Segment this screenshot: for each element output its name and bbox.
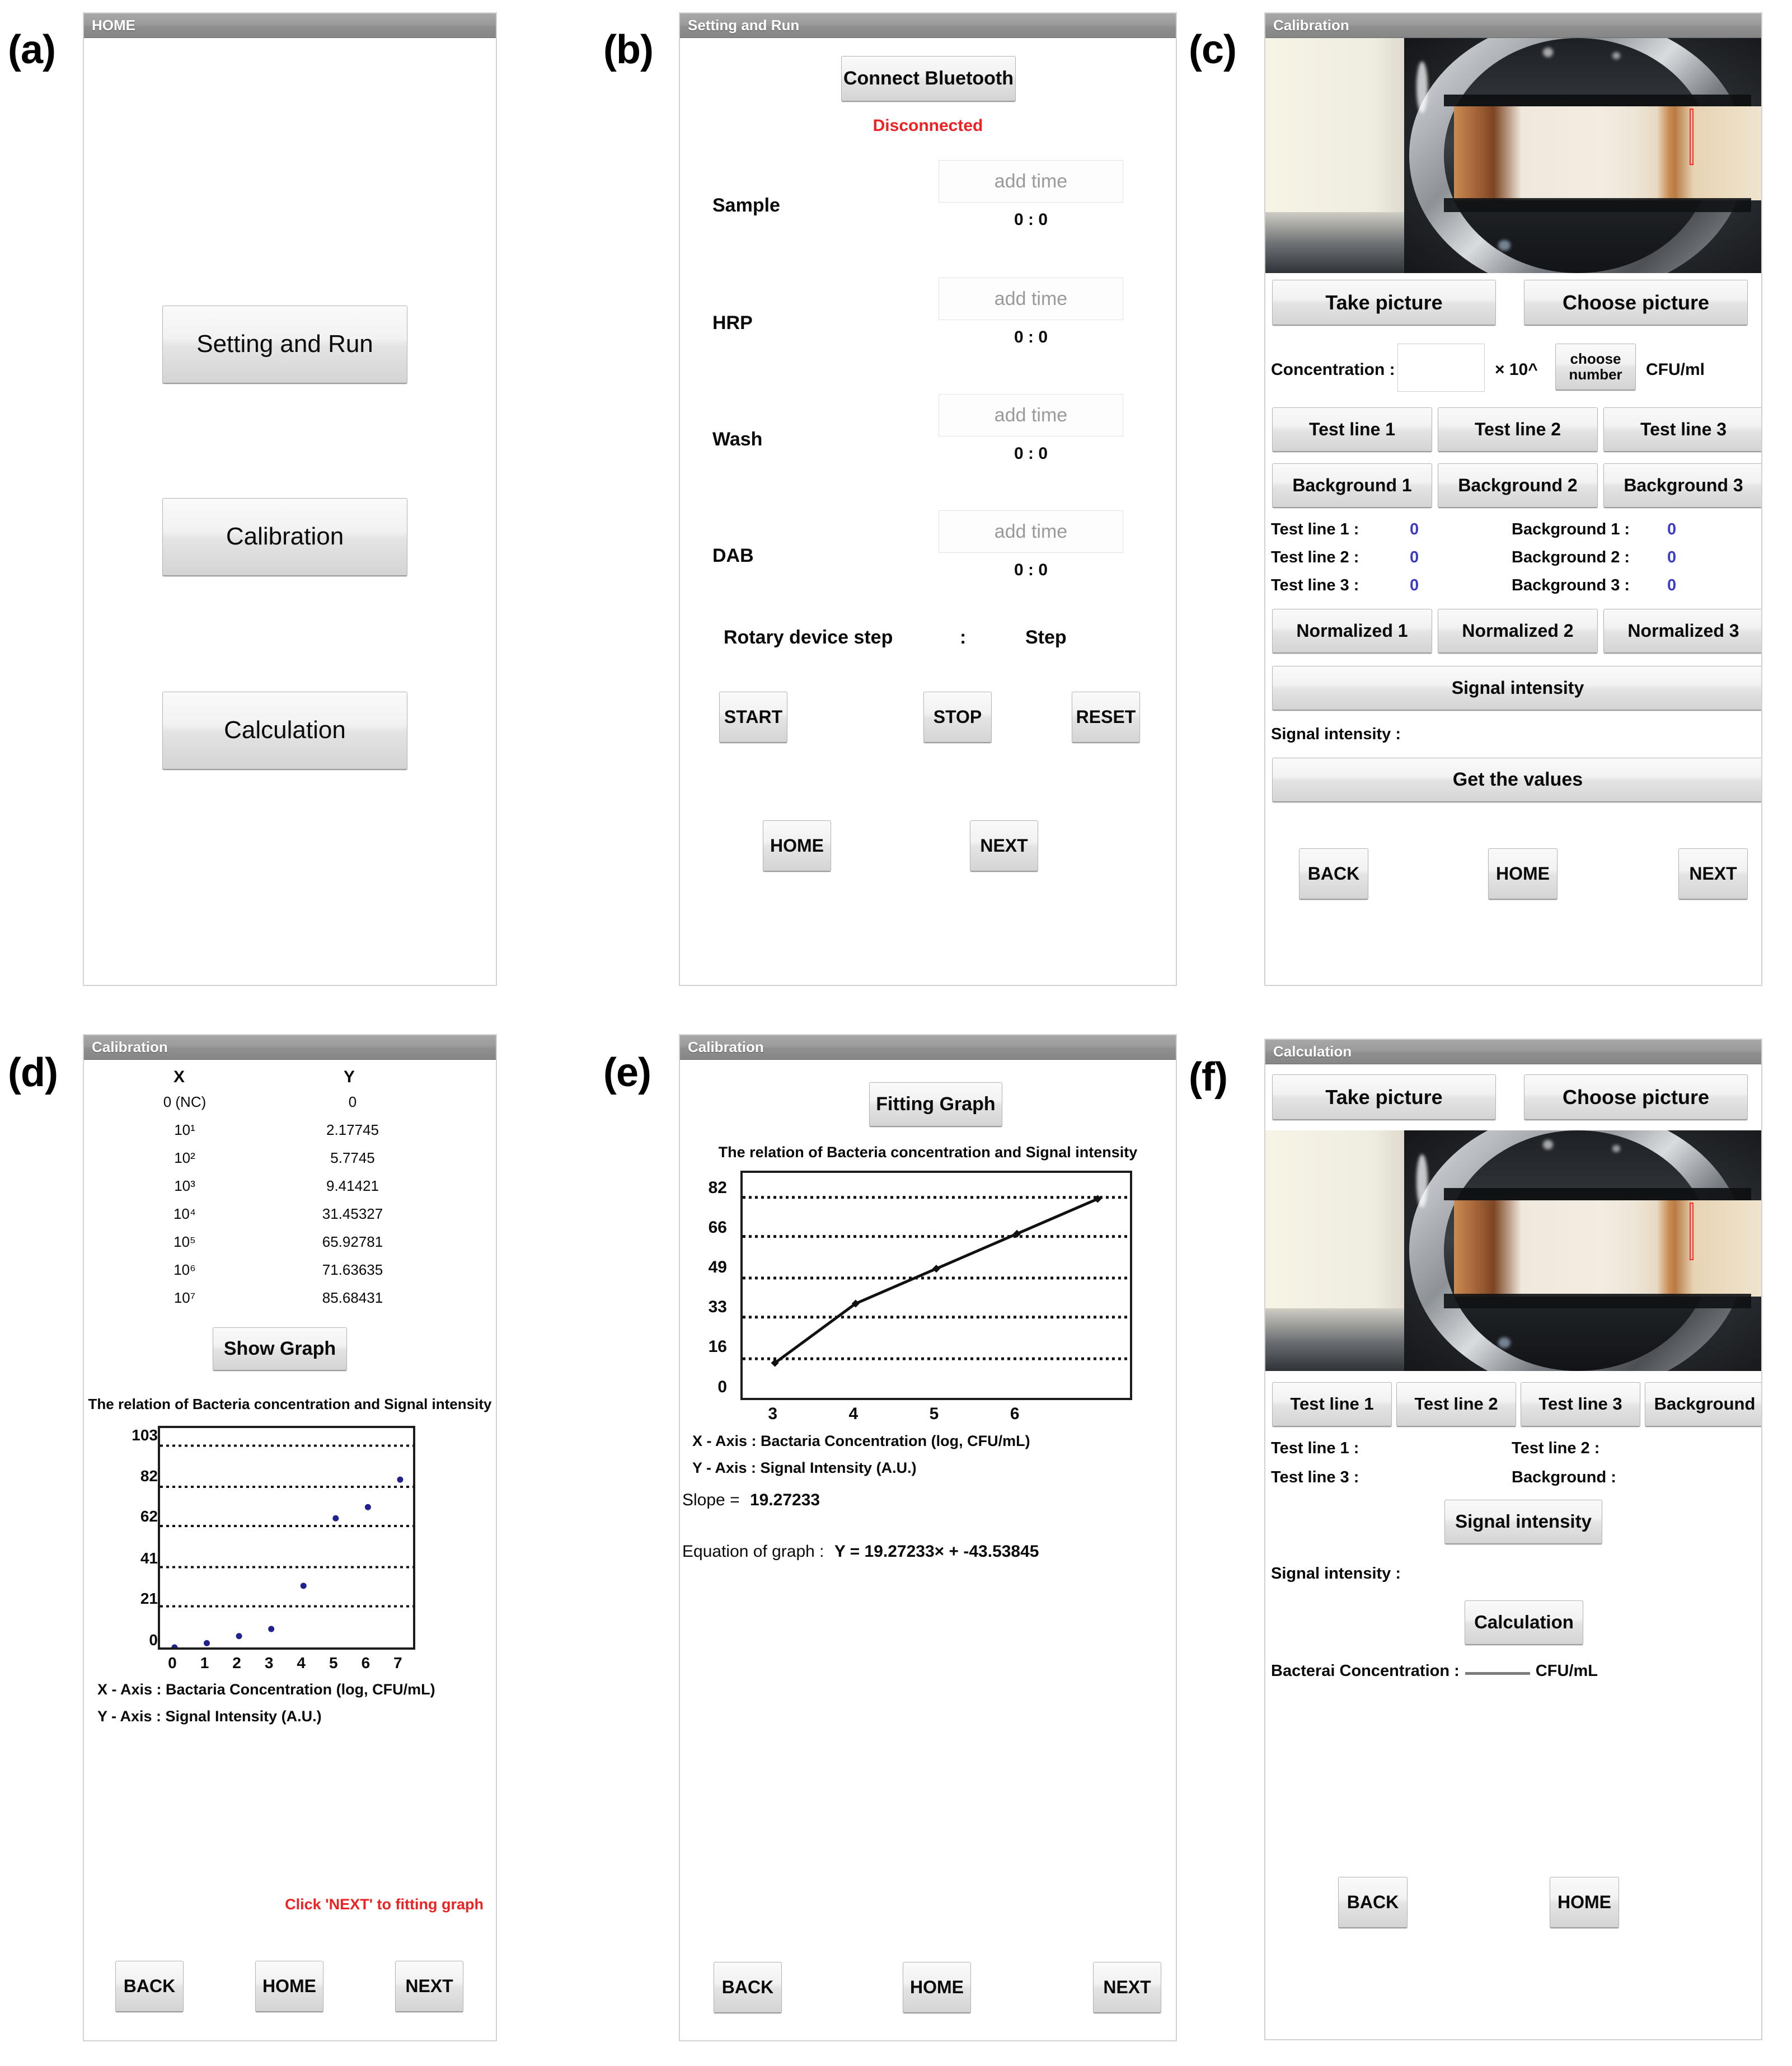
table-row: [84, 1289, 496, 1311]
cell-x: 0 (NC): [163, 1093, 207, 1110]
slope-label: Slope =: [682, 1491, 740, 1509]
chart-title-d: The relation of Bacteria concentration and Signal intensity: [88, 1396, 492, 1412]
titlebar-calibration: [680, 1035, 1176, 1060]
background-2-readout-label: Background 2 :: [1512, 548, 1630, 566]
x-axis-caption-d: X - Axis : Bactaria Concentration (log, CFU/mL): [97, 1681, 435, 1698]
background-3-readout-value: 0: [1667, 576, 1677, 594]
background-1-readout-label: Background 1 :: [1512, 520, 1630, 538]
line-plot-svg: [743, 1173, 1130, 1398]
panel-label-a: (a): [8, 27, 55, 72]
x-tick-label: 3: [768, 1405, 777, 1423]
y-tick-label: 41: [140, 1549, 158, 1567]
signal-intensity-button[interactable]: Signal intensity: [1272, 666, 1762, 711]
bacterial-concentration-label: Bacterai Concentration :: [1271, 1662, 1460, 1680]
home-button[interactable]: HOME: [1550, 1877, 1619, 1928]
red-selection-marker: [1690, 109, 1694, 165]
test-line-1-button[interactable]: Test line 1: [1272, 407, 1432, 452]
bacterial-concentration-unit: CFU/mL: [1535, 1662, 1598, 1680]
back-button[interactable]: BACK: [115, 1961, 184, 2012]
start-button[interactable]: START: [719, 692, 787, 743]
titlebar-title: Calibration: [688, 1039, 764, 1055]
table-row: [84, 1149, 496, 1171]
column-header-x: X: [173, 1068, 185, 1086]
y-axis-caption-d: Y - Axis : Signal Intensity (A.U.): [97, 1708, 322, 1725]
y-tick-label: 0: [149, 1631, 158, 1649]
concentration-unit: CFU/ml: [1646, 360, 1705, 379]
titlebar-setting-and-run: [680, 13, 1176, 38]
test-line-3-readout-label: Test line 3 :: [1271, 576, 1359, 594]
equation-row: [682, 1542, 1039, 1561]
titlebar-home: [84, 13, 496, 38]
table-row: [84, 1177, 496, 1199]
step-row-sample: [680, 154, 1176, 266]
test-line-1-readout-label: Test line 1 :: [1271, 1439, 1359, 1457]
readout-row: [1265, 1468, 1761, 1495]
y-tick-label: 21: [140, 1590, 158, 1607]
background-3-readout-label: Background 3 :: [1512, 576, 1630, 594]
table-header: [84, 1068, 496, 1090]
panel-label-d: (d): [8, 1050, 58, 1095]
test-line-2-button[interactable]: Test line 2: [1396, 1382, 1516, 1427]
home-button[interactable]: HOME: [1488, 848, 1558, 900]
concentration-label: Concentration :: [1271, 360, 1395, 379]
setting-and-run-button[interactable]: Setting and Run: [162, 306, 407, 384]
x-tick-label: 1: [200, 1654, 209, 1671]
test-line-2-button[interactable]: Test line 2: [1438, 407, 1598, 452]
test-line-2-readout-label: Test line 2 :: [1271, 548, 1359, 566]
x-tick-label: 5: [929, 1405, 939, 1423]
x-tick-label: 5: [329, 1654, 338, 1671]
step-row-dab: [680, 505, 1176, 617]
signal-intensity-button[interactable]: Signal intensity: [1444, 1500, 1602, 1544]
step-label: DAB: [712, 545, 754, 566]
screen-home: [84, 38, 496, 986]
calibration-button[interactable]: Calibration: [162, 498, 407, 576]
picture-controls: [1265, 280, 1761, 326]
y-tick-label: 66: [708, 1218, 727, 1237]
cell-y: 0: [348, 1093, 357, 1110]
readout-values: [1265, 1439, 1761, 1495]
cell-x: 10⁷: [173, 1289, 196, 1306]
wash-time-input[interactable]: add time: [939, 394, 1123, 436]
titlebar-calculation: [1265, 1040, 1761, 1064]
rotary-device-step-label: Rotary device step: [724, 627, 893, 648]
table-row: [84, 1261, 496, 1283]
table-row: [84, 1121, 496, 1143]
y-tick-label: 16: [708, 1337, 727, 1356]
test-line-1-button[interactable]: Test line 1: [1272, 1382, 1392, 1427]
normalized-button-row: [1265, 609, 1761, 654]
concentration-input[interactable]: [1397, 344, 1485, 392]
next-button[interactable]: NEXT: [395, 1961, 463, 2012]
y-axis-caption-e: Y - Axis : Signal Intensity (A.U.): [692, 1459, 917, 1476]
wash-time-value: 0 : 0: [1014, 444, 1048, 463]
x-tick-label: 7: [393, 1654, 402, 1671]
hrp-time-input[interactable]: add time: [939, 278, 1123, 320]
test-line-1-readout-label: Test line 1 :: [1271, 520, 1359, 538]
times-ten-label: × 10^: [1495, 360, 1538, 379]
background-button-row: [1265, 463, 1761, 508]
choose-picture-button[interactable]: Choose picture: [1524, 1074, 1748, 1120]
normalized-1-button[interactable]: Normalized 1: [1272, 609, 1432, 654]
equation-value: Y = 19.27233× + -43.53845: [834, 1542, 1039, 1561]
stop-button[interactable]: STOP: [923, 692, 992, 743]
table-row: [84, 1233, 496, 1255]
cell-x: 10⁴: [173, 1205, 196, 1222]
bacterial-concentration-row: [1271, 1662, 1598, 1680]
cell-x: 10²: [174, 1149, 195, 1166]
test-line-3-button[interactable]: Test line 3: [1603, 407, 1762, 452]
reset-button[interactable]: RESET: [1072, 692, 1140, 743]
signal-intensity-label: Signal intensity :: [1271, 725, 1401, 743]
rotary-colon: :: [960, 627, 967, 648]
cell-x: 10¹: [174, 1121, 195, 1138]
equation-label: Equation of graph :: [682, 1542, 824, 1561]
signal-intensity-label: Signal intensity :: [1271, 1565, 1401, 1583]
x-tick-label: 6: [1010, 1405, 1020, 1423]
choose-picture-button[interactable]: Choose picture: [1524, 280, 1748, 326]
scatter-plot-d: [158, 1426, 415, 1650]
run-controls: [680, 692, 1176, 743]
normalized-3-button[interactable]: Normalized 3: [1603, 609, 1762, 654]
hrp-time-value: 0 : 0: [1014, 328, 1048, 346]
test-line-2-readout-value: 0: [1410, 548, 1419, 566]
take-picture-button[interactable]: Take picture: [1272, 280, 1496, 326]
cell-y: 71.63635: [322, 1261, 383, 1278]
get-the-values-button[interactable]: Get the values: [1272, 758, 1762, 802]
screen-calibration-fitting: [680, 1060, 1176, 2041]
readout-row: [1265, 548, 1761, 574]
background-1-readout-value: 0: [1667, 520, 1677, 538]
home-button[interactable]: HOME: [763, 820, 831, 872]
panel-a-home-screen: [83, 12, 497, 986]
panel-label-e: (e): [603, 1050, 651, 1095]
next-button[interactable]: NEXT: [970, 820, 1038, 872]
connect-bluetooth-button[interactable]: Connect Bluetooth: [841, 56, 1016, 102]
concentration-row: [1265, 340, 1761, 402]
rotary-device-step-row: [680, 627, 1176, 651]
background-2-button[interactable]: Background 2: [1438, 463, 1598, 508]
chart-title-e: The relation of Bacteria concentration and Signal intensity: [718, 1144, 1138, 1161]
cell-x: 10⁵: [173, 1233, 196, 1250]
calculation-button[interactable]: Calculation: [162, 692, 407, 770]
readout-row: [1265, 576, 1761, 602]
bottom-nav: [680, 1962, 1176, 2013]
cell-y: 65.92781: [322, 1233, 383, 1250]
panel-b-setting-and-run-screen: [679, 12, 1177, 986]
bottom-nav: [84, 1961, 496, 2012]
line-plot-e: [740, 1171, 1132, 1400]
cell-x: 10³: [174, 1177, 195, 1194]
panel-f-calculation-screen: [1264, 1039, 1762, 2040]
slope-row: [682, 1491, 820, 1510]
titlebar-title: Calibration: [92, 1039, 168, 1055]
y-tick-label: 103: [132, 1426, 158, 1444]
titlebar-title: Calculation: [1273, 1043, 1352, 1060]
choose-number-line1: choose: [1570, 350, 1621, 368]
screen-calibration-table: [84, 1060, 496, 2041]
readout-values: [1265, 520, 1761, 604]
step-row-wash: [680, 388, 1176, 500]
fitting-graph-button[interactable]: Fitting Graph: [869, 1082, 1002, 1127]
bluetooth-status-text: Disconnected: [872, 116, 983, 135]
rotary-step-value: Step: [1025, 627, 1067, 648]
x-tick-label: 6: [361, 1654, 370, 1671]
readout-row: [1265, 1439, 1761, 1466]
cell-y: 31.45327: [322, 1205, 383, 1222]
background-3-button[interactable]: Background 3: [1603, 463, 1762, 508]
y-tick-label: 62: [140, 1508, 158, 1525]
back-button[interactable]: BACK: [714, 1962, 782, 2013]
cell-x: 10⁶: [173, 1261, 196, 1278]
cell-y: 5.7745: [330, 1149, 375, 1166]
titlebar-title: Calibration: [1273, 17, 1349, 34]
normalized-2-button[interactable]: Normalized 2: [1438, 609, 1598, 654]
red-selection-marker: [1690, 1203, 1694, 1260]
test-strip-photo: [1265, 38, 1761, 273]
screen-calibration-capture: [1265, 38, 1761, 986]
dab-time-input[interactable]: add time: [939, 510, 1123, 553]
bacterial-concentration-blank: [1465, 1672, 1530, 1675]
table-row: [84, 1205, 496, 1227]
next-button[interactable]: NEXT: [1678, 848, 1748, 900]
test-line-3-readout-value: 0: [1410, 576, 1419, 594]
y-tick-label: 82: [140, 1467, 158, 1485]
picture-controls: [1265, 1074, 1761, 1120]
choose-number-button[interactable]: [1555, 344, 1636, 391]
panel-e-calibration-fitting-screen: [679, 1034, 1177, 2041]
x-tick-label: 0: [168, 1654, 177, 1671]
y-tick-label: 0: [717, 1378, 727, 1396]
column-header-y: Y: [344, 1068, 355, 1086]
panel-label-b: (b): [603, 27, 653, 72]
titlebar-calibration: [84, 1035, 496, 1060]
table-row: [84, 1093, 496, 1115]
y-tick-label: 49: [708, 1258, 727, 1276]
screen-calculation: [1265, 1064, 1761, 2040]
panel-d-calibration-table-screen: [83, 1034, 497, 2041]
step-label: Sample: [712, 195, 780, 216]
line-selection-row: [1265, 1382, 1761, 1427]
bottom-nav: [680, 820, 1176, 872]
bottom-nav: [1265, 1877, 1761, 1928]
next-button[interactable]: NEXT: [1093, 1962, 1161, 2013]
titlebar-title: Setting and Run: [688, 17, 800, 34]
x-tick-label: 3: [264, 1654, 274, 1671]
x-axis-caption-e: X - Axis : Bactaria Concentration (log, CFU/mL): [692, 1433, 1030, 1449]
slope-value: 19.27233: [749, 1491, 820, 1509]
background-2-readout-value: 0: [1667, 548, 1677, 566]
sample-time-value: 0 : 0: [1014, 210, 1048, 229]
test-line-2-readout-label: Test line 2 :: [1512, 1439, 1600, 1457]
test-line-3-button[interactable]: Test line 3: [1521, 1382, 1640, 1427]
x-tick-label: 4: [297, 1654, 306, 1671]
background-button[interactable]: Background: [1645, 1382, 1762, 1427]
step-row-hrp: [680, 272, 1176, 384]
y-tick-label: 33: [708, 1298, 727, 1316]
test-line-1-readout-value: 0: [1410, 520, 1419, 538]
choose-number-line2: number: [1569, 365, 1622, 383]
sample-time-input[interactable]: add time: [939, 160, 1123, 203]
cell-y: 2.17745: [326, 1121, 379, 1138]
screen-setting-and-run: [680, 38, 1176, 986]
panel-label-f: (f): [1189, 1055, 1227, 1100]
scatter-plot-svg: [160, 1428, 413, 1647]
home-button[interactable]: HOME: [903, 1962, 971, 2013]
test-line-button-row: [1265, 407, 1761, 452]
test-strip-photo: [1265, 1130, 1761, 1371]
home-button[interactable]: HOME: [255, 1961, 323, 2012]
test-line-3-readout-label: Test line 3 :: [1271, 1468, 1359, 1486]
titlebar-calibration: [1265, 13, 1761, 38]
x-tick-label: 4: [848, 1405, 859, 1423]
back-button[interactable]: BACK: [1338, 1877, 1408, 1928]
panel-c-calibration-capture-screen: [1264, 12, 1762, 986]
step-label: Wash: [712, 429, 763, 450]
step-label: HRP: [712, 312, 753, 334]
cell-y: 85.68431: [322, 1289, 383, 1306]
bottom-nav: [1265, 848, 1761, 900]
calculation-button[interactable]: Calculation: [1465, 1600, 1583, 1645]
next-hint-text: Click 'NEXT' to fitting graph: [285, 1896, 484, 1913]
background-1-button[interactable]: Background 1: [1272, 463, 1432, 508]
y-tick-label: 82: [708, 1178, 727, 1197]
background-readout-label: Background :: [1512, 1468, 1616, 1486]
show-graph-button[interactable]: Show Graph: [213, 1327, 347, 1371]
readout-row: [1265, 520, 1761, 546]
dab-time-value: 0 : 0: [1014, 561, 1048, 579]
back-button[interactable]: BACK: [1299, 848, 1368, 900]
titlebar-title: HOME: [92, 17, 135, 34]
x-tick-label: 2: [232, 1654, 241, 1671]
cell-y: 9.41421: [326, 1177, 379, 1194]
panel-label-c: (c): [1189, 27, 1236, 72]
take-picture-button[interactable]: Take picture: [1272, 1074, 1496, 1120]
